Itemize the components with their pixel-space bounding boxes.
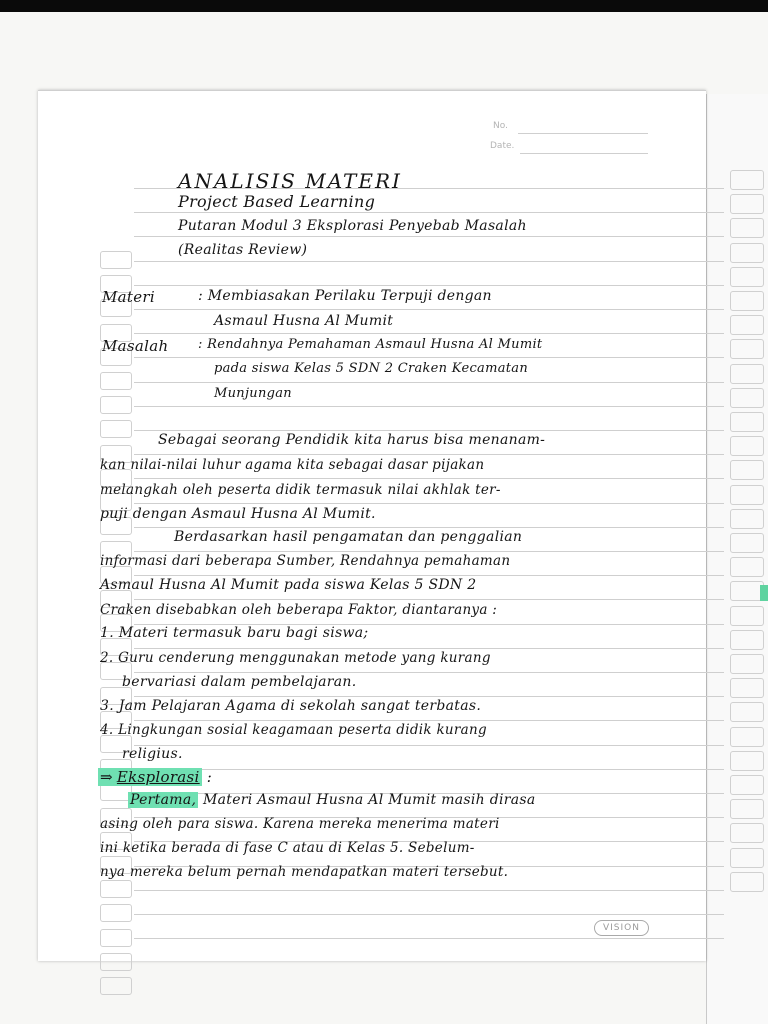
adjacent-margin-cell	[730, 775, 764, 795]
ruled-line	[134, 212, 724, 213]
margin-cell	[100, 904, 132, 922]
notebook-brand-logo: VISION	[594, 920, 649, 936]
paragraph-2-line-4: Craken disebabkan oleh beberapa Faktor, diantaranya :	[100, 602, 498, 618]
field-date-line	[520, 153, 648, 154]
adjacent-margin-cell	[730, 630, 764, 650]
adjacent-margin-cell	[730, 218, 764, 238]
eksplorasi-text-1: Materi Asmaul Husna Al Mumit masih dirasa	[202, 792, 536, 808]
subtitle-review: (Realitas Review)	[178, 242, 308, 258]
adjacent-margin-cell	[730, 267, 764, 287]
pertama-highlight: Pertama,	[130, 792, 197, 808]
margin-cell	[100, 880, 132, 898]
factor-3: 3. Jam Pelajaran Agama di sekolah sangat terbatas.	[100, 698, 482, 714]
adjacent-margin-cell	[730, 436, 764, 456]
adjacent-margin-cell	[730, 823, 764, 843]
paragraph-2-line-2: informasi dari beberapa Sumber, Rendahnya pemahaman	[100, 553, 511, 569]
eksplorasi-line-4: nya mereka belum pernah mendapatkan materi tersebut.	[100, 864, 509, 880]
eksplorasi-line-1	[128, 792, 536, 808]
margin-rail	[100, 251, 134, 996]
paragraph-2-line-3: Asmaul Husna Al Mumit pada siswa Kelas 5 SDN 2	[100, 577, 477, 593]
paragraph-1-line-1: Sebagai seorang Pendidik kita harus bisa menanam-	[158, 432, 546, 448]
eksplorasi-line-3: ini ketika berada di fase C atau di Kelas 5. Sebelum-	[100, 840, 475, 856]
adjacent-margin-cell	[730, 388, 764, 408]
adjacent-margin-cell	[730, 412, 764, 432]
adjacent-margin-cell	[730, 557, 764, 577]
masalah-line-2: pada siswa Kelas 5 SDN 2 Craken Kecamatan	[214, 361, 528, 376]
ruled-line	[134, 745, 724, 746]
masalah-label: Masalah	[102, 337, 169, 355]
adjacent-margin-cell	[730, 678, 764, 698]
adjacent-margin-cell	[730, 581, 764, 601]
ruled-line	[134, 261, 724, 262]
ruled-line	[134, 357, 724, 358]
adjacent-page-highlight	[760, 585, 768, 601]
materi-label: Materi	[102, 288, 155, 306]
ruled-line	[134, 382, 724, 383]
adjacent-margin-cell	[730, 339, 764, 359]
paragraph-2-line-1: Berdasarkan hasil pengamatan dan penggalian	[174, 529, 523, 545]
factor-4-cont: religius.	[122, 746, 183, 762]
paragraph-1-line-3: melangkah oleh peserta didik termasuk nilai akhlak ter-	[100, 482, 501, 498]
ruled-line	[134, 599, 724, 600]
field-no-label: No.	[493, 121, 508, 131]
field-date-label: Date.	[490, 141, 515, 151]
ruled-line	[134, 648, 724, 649]
ruled-line	[134, 285, 724, 286]
ruled-line	[134, 430, 724, 431]
adjacent-margin-cell	[730, 291, 764, 311]
adjacent-page-rail	[730, 170, 768, 930]
margin-cell	[100, 929, 132, 947]
ruled-line	[134, 406, 724, 407]
paragraph-1-line-2: kan nilai-nilai luhur agama kita sebagai dasar pijakan	[100, 457, 485, 473]
adjacent-margin-cell	[730, 751, 764, 771]
adjacent-margin-cell	[730, 606, 764, 626]
adjacent-margin-cell	[730, 243, 764, 263]
subtitle-putaran: Putaran Modul 3 Eksplorasi Penyebab Masalah	[178, 218, 527, 234]
field-no-line	[518, 133, 648, 134]
ruled-line	[134, 890, 724, 891]
adjacent-margin-cell	[730, 848, 764, 868]
margin-cell	[100, 372, 132, 390]
eksplorasi-heading	[98, 768, 212, 786]
ruled-line	[134, 236, 724, 237]
adjacent-margin-cell	[730, 364, 764, 384]
margin-cell	[100, 396, 132, 414]
adjacent-margin-cell	[730, 315, 764, 335]
scan-top-edge	[0, 0, 768, 12]
adjacent-margin-cell	[730, 170, 764, 190]
notebook-page	[38, 90, 706, 961]
masalah-line-1: : Rendahnya Pemahaman Asmaul Husna Al Mumit	[198, 337, 543, 352]
factor-4: 4. Lingkungan sosial keagamaan peserta didik kurang	[100, 722, 487, 738]
ruled-line	[134, 309, 724, 310]
margin-cell	[100, 420, 132, 438]
factor-2: 2. Guru cenderung menggunakan metode yang kurang	[100, 650, 491, 666]
adjacent-margin-cell	[730, 533, 764, 553]
eksplorasi-arrow: ⇒	[100, 768, 113, 786]
masalah-line-3: Munjungan	[214, 386, 292, 401]
materi-line-1: : Membiasakan Perilaku Terpuji dengan	[198, 288, 492, 304]
paragraph-1-line-4: puji dengan Asmaul Husna Al Mumit.	[100, 506, 376, 522]
ruled-line	[134, 503, 724, 504]
ruled-line	[134, 454, 724, 455]
materi-line-2: Asmaul Husna Al Mumit	[214, 313, 394, 329]
factor-2-cont: bervariasi dalam pembelajaran.	[122, 674, 357, 690]
margin-cell	[100, 251, 132, 269]
adjacent-margin-cell	[730, 460, 764, 480]
ruled-line	[134, 551, 724, 552]
adjacent-margin-cell	[730, 702, 764, 722]
adjacent-margin-cell	[730, 485, 764, 505]
page-title: ANALISIS MATERI	[178, 169, 402, 193]
ruled-line	[134, 672, 724, 673]
adjacent-margin-cell	[730, 799, 764, 819]
adjacent-margin-cell	[730, 654, 764, 674]
ruled-line	[134, 333, 724, 334]
adjacent-margin-cell	[730, 727, 764, 747]
subtitle-project: Project Based Learning	[178, 192, 376, 211]
margin-cell	[100, 953, 132, 971]
adjacent-margin-cell	[730, 509, 764, 529]
eksplorasi-line-2: asing oleh para siswa. Karena mereka menerima materi	[100, 816, 500, 832]
ruled-line	[134, 914, 724, 915]
ruled-line	[134, 938, 724, 939]
margin-cell	[100, 977, 132, 995]
ruled-line	[134, 769, 724, 770]
ruled-line	[134, 478, 724, 479]
adjacent-margin-cell	[730, 872, 764, 892]
adjacent-margin-cell	[730, 194, 764, 214]
ruled-line	[134, 527, 724, 528]
eksplorasi-title: Eksplorasi	[116, 768, 200, 786]
eksplorasi-colon: :	[206, 768, 213, 786]
factor-1: 1. Materi termasuk baru bagi siswa;	[100, 625, 369, 641]
